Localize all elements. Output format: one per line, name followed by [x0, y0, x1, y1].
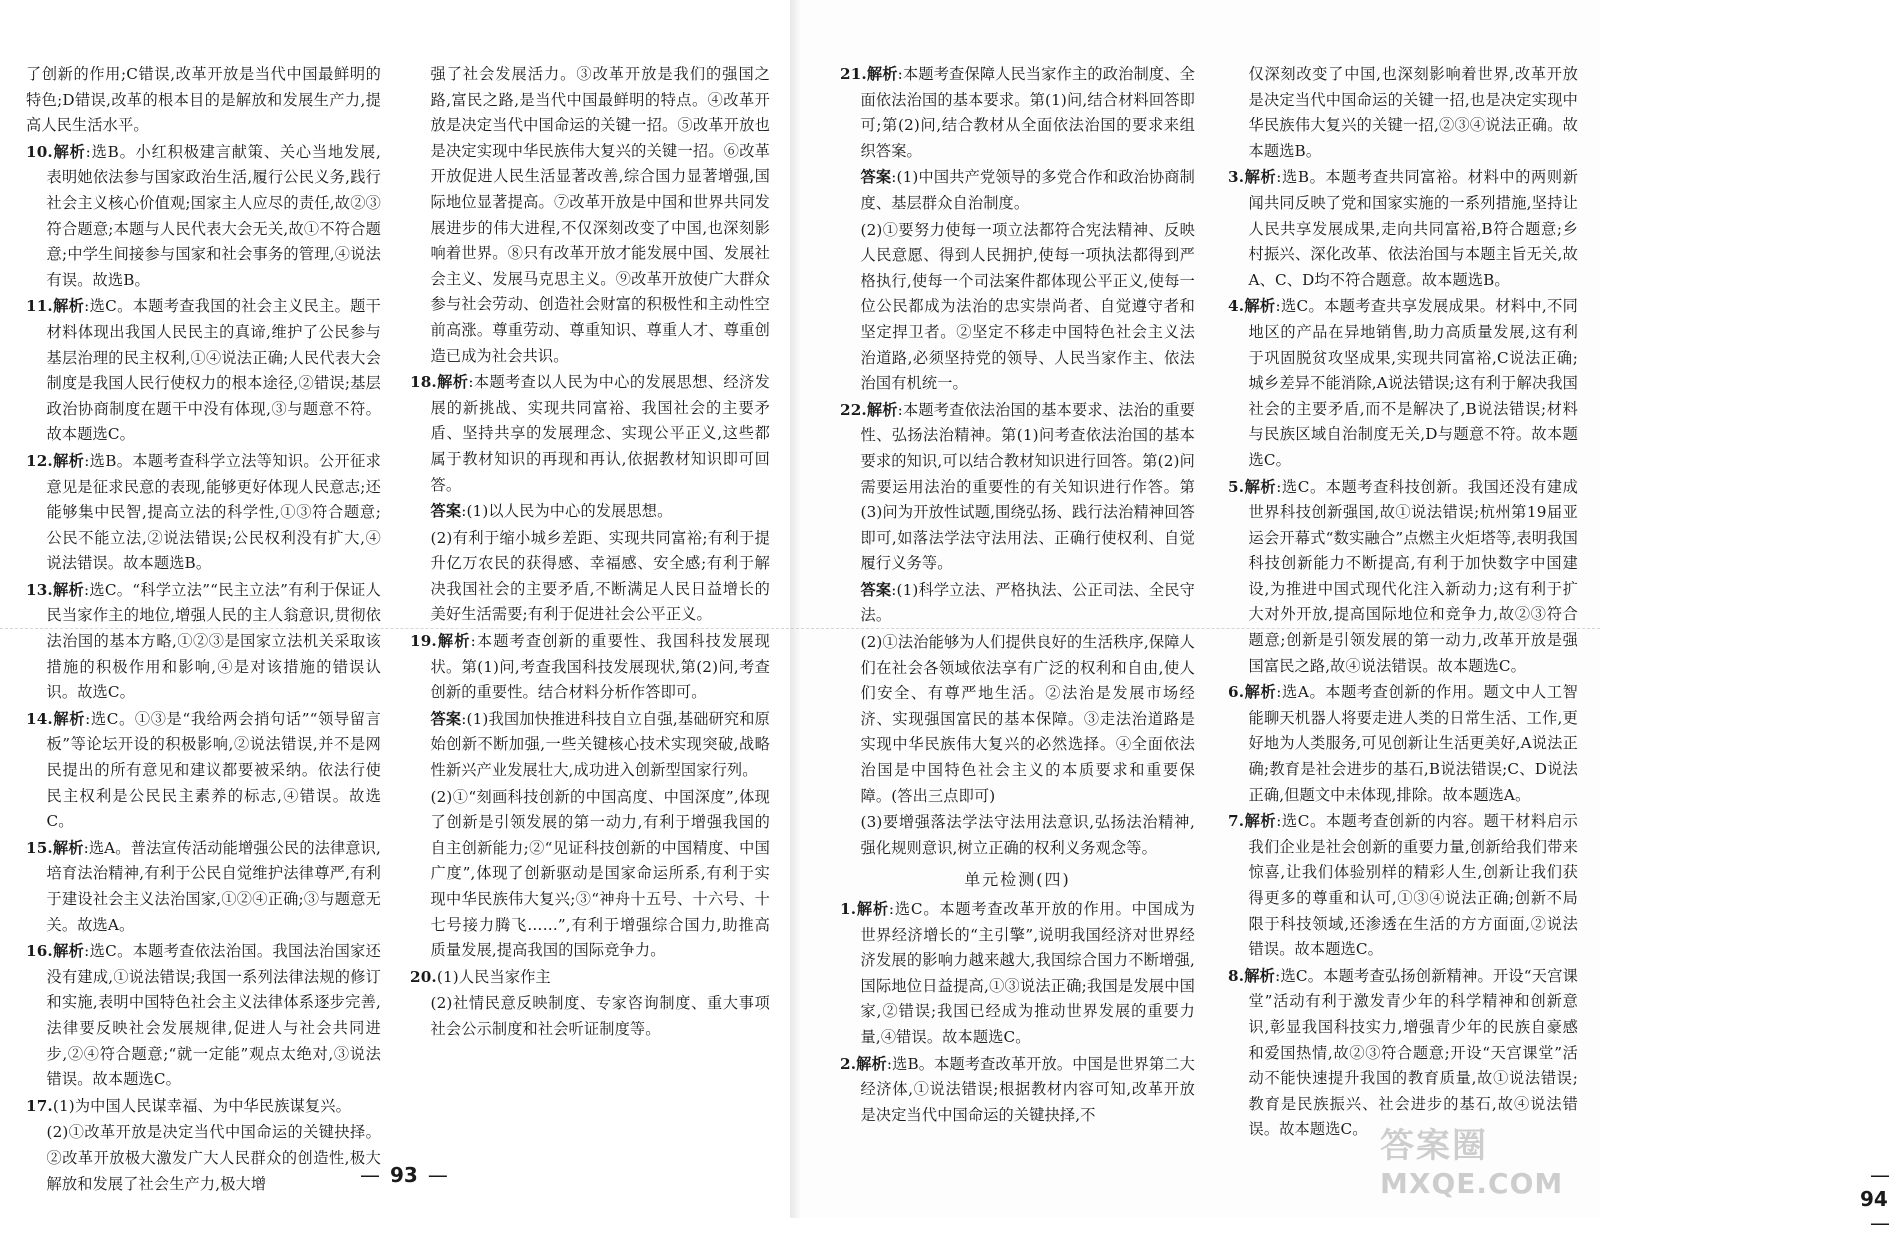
item-text: (1)人民当家作主 — [436, 967, 551, 986]
answer-item — [26, 449, 381, 577]
answer-item — [1228, 680, 1578, 808]
item-text: :选C。①③是“我给两会捎句话”“领导留言板”等论坛开设的积极影响,②说法错误,并不是网民提出的所有意见和建议都要被采纳。依法行使民主权利是公民民主素养的标志,④错误。故选C。 — [46, 709, 381, 831]
item-text: 仅深刻改变了中国,也深刻影响着世界,改革开放是决定当代中国命运的关键一招,也是决定实现中华民族伟大复兴的关键一招,②③④说法正确。故本题选B。 — [1248, 65, 1578, 160]
watermark-top: 答案圈 — [1380, 1126, 1488, 1166]
column-3-upper — [840, 62, 1195, 861]
answer-item — [1228, 809, 1578, 963]
item-lead-label: 解析 — [52, 942, 85, 961]
item-text: :选B。小红积极建言献策、关心当地发展,表明她依法参与国家政治生活,履行公民义务,践行社会主义核心价值观;国家主人应尽的责任,故②③符合题意;本题与人民代表大会无关,故①不符合题意;中学生间接参与国家和社会事务的管理,④说法有误。故选B。 — [46, 142, 381, 289]
item-lead-label: 解析 — [52, 838, 84, 857]
item-text: :选C。本题考查依法治国。我国法治国家还没有建成,①说法错误;我国一系列法律法规的修订和实施,表明中国特色社会主义法律体系逐步完善,法律要反映社会发展规律,促进人与社会共同进步,②④符合题意;“就一定能”观点太绝对,③说法错误。故本题选C。 — [46, 942, 381, 1089]
item-lead-label: 解析 — [866, 65, 898, 83]
item-text: (3)要增强落法学法守法用法意识,弘扬法治精神,强化规则意识,树立正确的权利义务观念等。 — [860, 813, 1195, 857]
item-text: (2)①改革开放是决定当代中国命运的关键抉择。②改革开放极大激发广大人民群众的创造性,极大解放和发展了社会生产力,极大增 — [46, 1123, 381, 1193]
item-lead-label: 解析 — [436, 632, 471, 651]
column-1 — [26, 62, 381, 1198]
answer-paragraph — [840, 578, 1195, 629]
answer-paragraph — [410, 62, 770, 369]
item-lead-label: 解析 — [1244, 683, 1277, 702]
column-4 — [1228, 62, 1578, 1144]
item-text: (1)为中国人民谋幸福、为中华民族谋复兴。 — [52, 1096, 351, 1115]
answer-item — [26, 707, 381, 835]
answer-item — [410, 965, 770, 991]
column-3-lower — [840, 897, 1195, 1128]
item-lead-label: 答案 — [430, 502, 462, 521]
item-text: (2)①法治能够为人们提供良好的生活秩序,保障人们在社会各领域依法享有广泛的权利和自由,使人们安全、有尊严地生活。②法治是发展市场经济、实现强国富民的基本保障。③走法治道路是实现中华民族伟大复兴的必然选择。④全面依法治国是中国特色社会主义的本质要求和重要保障。(答出三点即可) — [860, 633, 1195, 805]
item-number: 14. — [26, 709, 53, 728]
item-lead-label: 解析 — [52, 709, 86, 728]
column-3 — [840, 62, 1195, 1129]
item-number: 15. — [26, 838, 53, 857]
answer-paragraph — [410, 707, 770, 784]
answer-item — [26, 578, 381, 706]
item-text: :选C。本题考查弘扬创新精神。开设“天宫课堂”活动有利于激发青少年的科学精神和创新意识,彰显我国科技实力,增强青少年的民族自豪感和爱国热情,故②③符合题意;开设“天宫课堂”活动不能快速提升我国的教育质量,故①说法错误;教育是民族振兴、社会进步的基石,故④说法错误。故本题选C。 — [1248, 966, 1578, 1139]
item-text: (2)社情民意反映制度、专家咨询制度、重大事项社会公示制度和社会听证制度等。 — [430, 994, 770, 1038]
item-number: 10. — [26, 142, 53, 161]
answer-paragraph — [840, 165, 1195, 216]
item-number: 17. — [26, 1096, 53, 1115]
item-lead-label: 解析 — [52, 580, 84, 599]
item-number: 22. — [840, 400, 867, 419]
item-number: 6. — [1228, 683, 1245, 702]
page-left — [0, 0, 790, 1218]
watermark-logo — [1380, 1118, 1580, 1208]
item-lead-label: 答案 — [430, 709, 462, 728]
item-text: :选C。本题考查我国的社会主义民主。题干材料体现出我国人民民主的真谛,维护了公民参与基层治理的民主权利,①④说法正确;人民代表大会制度是我国人民行使权力的根本途径,②错误;基层政治协商制度在题干中没有体现,③与题意不符。故本题选C。 — [46, 297, 381, 444]
item-lead-label: 解析 — [52, 451, 85, 470]
item-number: 18. — [410, 373, 437, 392]
item-text: :选C。本题考查科技创新。我国还没有建成世界科技创新强国,故①说法错误;杭州第19届亚运会开幕式“数实融合”点燃主火炬塔等,表明我国科技创新能力不断提高,有利于加快数字中国建设,为推进中国式现代化注入新动力;这有利于扩大对外开放,提高国际地位和竞争力,故②③符合题意;创新是引领发展的第一动力,改革开放是强国富民之路,故④说法错误。故本题选C。 — [1248, 477, 1578, 675]
item-text: :选A。本题考查创新的作用。题文中人工智能聊天机器人将要走进人类的日常生活、工作,更好地为人类服务,可见创新让生活更美好,A说法正确;教育是社会进步的基石,B说法错误;C、D说法正确,但题文中未体现,排除。故本题选A。 — [1248, 683, 1578, 804]
answer-item — [26, 836, 381, 938]
dash: — — [1870, 1163, 1890, 1187]
page-number-left — [350, 1163, 458, 1187]
item-number: 12. — [26, 451, 53, 470]
answer-item — [1228, 165, 1578, 293]
item-lead-label: 解析 — [856, 1054, 887, 1073]
item-number: 8. — [1228, 966, 1245, 985]
item-lead-label: 解析 — [1244, 966, 1276, 985]
answer-item — [26, 294, 381, 448]
item-number: 11. — [26, 297, 53, 316]
item-lead-label: 答案 — [860, 580, 892, 599]
item-lead-label: 解析 — [1244, 477, 1277, 496]
section-heading: 单元检测(四) — [964, 870, 1071, 890]
item-number: 20. — [410, 967, 437, 986]
item-text: :(1)以人民为中心的发展思想。 — [461, 502, 673, 521]
item-number: 5. — [1228, 477, 1245, 496]
item-lead-label: 解析 — [866, 400, 898, 419]
answer-item — [26, 939, 381, 1093]
answer-paragraph — [410, 526, 770, 628]
item-lead-label: 解析 — [1244, 812, 1277, 831]
item-text: (2)有利于缩小城乡差距、实现共同富裕;有利于提升亿万农民的获得感、幸福感、安全感;有利于解决我国社会的主要矛盾,不断满足人民日益增长的美好生活需要;有利于促进社会公平正义。 — [430, 528, 770, 624]
answer-paragraph — [840, 218, 1195, 397]
page-number-right — [1860, 1163, 1900, 1235]
item-lead-label: 解析 — [436, 373, 469, 392]
page-number-value: 93 — [390, 1163, 418, 1187]
column-2 — [410, 62, 770, 1044]
item-number: 2. — [840, 1054, 857, 1073]
item-text: 了创新的作用;C错误,改革开放是当代中国最鲜明的特色;D错误,改革的根本目的是解放和发展生产力,提高人民生活水平。 — [26, 65, 381, 135]
answer-item — [26, 1094, 381, 1120]
answer-paragraph — [410, 991, 770, 1042]
watermark-bottom: MXQE.COM — [1380, 1167, 1564, 1200]
item-number: 16. — [26, 942, 53, 961]
item-text: :选C。本题考查共享发展成果。材料中,不同地区的产品在异地销售,助力高质量发展,这有利于巩固脱贫攻坚成果,实现共同富裕,C说法正确;城乡差异不能消除,A说法错误;这有利于解决我国社会的主要矛盾,而不是解决了,B说法错误;材料与民族区域自治制度无关,D与题意不符。故本题选C。 — [1248, 297, 1578, 469]
item-lead-label: 解析 — [52, 142, 86, 161]
answer-item — [840, 1052, 1195, 1129]
item-number: 3. — [1228, 168, 1245, 187]
item-number: 21. — [840, 65, 867, 83]
item-text: :选A。普法宣传活动能增强公民的法律意识,培育法治精神,有利于公民自觉维护法律尊严,有利于建设社会主义法治国家,①②④正确;③与题意无关。故选A。 — [46, 838, 381, 934]
item-number: 13. — [26, 580, 53, 599]
answer-paragraph — [840, 810, 1195, 861]
answer-item — [840, 398, 1195, 577]
answer-item — [410, 370, 770, 498]
item-text: :(1)我国加快推进科技自立自强,基础研究和原始创新不断加强,一些关键核心技术实现突破,战略性新兴产业发展壮大,成功进入创新型国家行列。 — [430, 709, 770, 780]
item-text: :选B。本题考查共同富裕。材料中的两则新闻共同反映了党和国家实施的一系列措施,坚持让人民共享发展成果,走向共同富裕,B符合题意;乡村振兴、深化改革、依法治国与本题主旨无关,故A、C、D均不符合题意。故本题选B。 — [1248, 168, 1578, 289]
answer-item — [1228, 964, 1578, 1143]
answer-item — [840, 62, 1195, 164]
item-text: :选C。本题考查创新的内容。题干材料启示我们企业是社会创新的重要力量,创新给我们带来惊喜,让我们体验别样的精彩人生,创新让我们获得更多的尊重和认可,①③④说法正确;创新不局限于科技领域,还渗透在生活的方方面面,②说法错误。故本题选C。 — [1248, 812, 1578, 959]
item-text: (2)①要努力使每一项立法都符合宪法精神、反映人民意愿、得到人民拥护,使每一项执法都得到严格执行,使每一个司法案件都体现公平正义,使每一位公民都成为法治的忠实崇尚者、自觉遵守者和坚定捍卫者。②坚定不移走中国特色社会主义法治道路,必须坚持党的领导、人民当家作主、依法治国有机统一。 — [860, 220, 1195, 393]
answer-paragraph — [26, 62, 381, 139]
item-lead-label: 答案 — [860, 168, 892, 187]
item-lead-label: 解析 — [1244, 168, 1277, 187]
item-text: 强了社会发展活力。③改革开放是我们的强国之路,富民之路,是当代中国最鲜明的特点。④改革开放是决定当代中国命运的关键一招。⑤改革开放也是决定实现中华民族伟大复兴的关键一招。⑥改革开放促进人民生活显著改善,综合国力显著增强,国际地位显著提高。⑦改革开放是中国和世界共同发展进步的伟大进程,不仅深刻改变了中国,也深刻影响着世界。⑧只有改革开放才能发展中国、发展社会主义、发展马克思主义。⑨改革开放使广大群众参与社会劳动、创造社会财富的积极性和主动性空前高涨。尊重劳动、尊重知识、尊重人才、尊重创造已成为社会共识。 — [430, 65, 770, 365]
item-number: 7. — [1228, 812, 1245, 831]
item-text: (2)①“刻画科技创新的中国高度、中国深度”,体现了创新是引领发展的第一动力,有利于增强我国的自主创新能力;②“见证科技创新的中国精度、中国广度”,体现了创新驱动是国家命运所系,有利于实现中华民族伟大复兴;③“神舟十五号、十六号、十七号接力腾飞……”,有利于增强综合国力,助推高质量发展,提高我国的国际竞争力。 — [430, 787, 770, 960]
item-text: :选B。本题考查科学立法等知识。公开征求意见是征求民意的表现,能够更好体现人民意志;还能够集中民智,提高立法的科学性,①③符合题意;公民不能立法,②说法错误;公民权利没有扩大,④说法错误。故本题选B。 — [46, 451, 381, 573]
item-lead-label: 解析 — [856, 900, 889, 918]
answer-paragraph — [410, 499, 770, 525]
item-text: :(1)中国共产党领导的多党合作和政治协商制度、基层群众自治制度。 — [860, 168, 1195, 212]
dash: — — [1870, 1211, 1890, 1235]
book-gutter — [790, 0, 800, 1218]
answer-paragraph — [1228, 62, 1578, 164]
item-text: :本题考查保障人民当家作主的政治制度、全面依法治国的基本要求。第(1)问,结合材料回答即可;第(2)问,结合教材从全面依法治国的要求来组织答案。 — [860, 65, 1195, 160]
item-number: 19. — [410, 632, 437, 651]
answer-item — [26, 140, 381, 294]
item-number: 1. — [840, 900, 857, 918]
answer-item — [410, 629, 770, 706]
item-text: :本题考查创新的重要性、我国科技发展现状。第(1)问,考查我国科技发展现状,第(2)问,考查创新的重要性。结合材料分析作答即可。 — [430, 632, 771, 702]
item-lead-label: 解析 — [52, 297, 85, 316]
item-text: :本题考查以人民为中心的发展思想、经济发展的新挑战、实现共同富裕、我国社会的主要矛盾、坚持共享的发展理念、实现公平正义,这些都属于教材知识的再现和再认,依据教材知识即可回答。 — [430, 373, 770, 494]
item-text: :本题考查依法治国的基本要求、法治的重要性、弘扬法治精神。第(1)问考查依法治国的基本要求的知识,可以结合教材知识进行回答。第(2)问需要运用法治的重要性的有关知识进行作答。第(3)问为开放性试题,围绕弘扬、践行法治精神回答即可,如落法学法守法用法、正确行使权利、自觉履行义务等。 — [860, 400, 1195, 573]
dash: — — [427, 1163, 448, 1187]
answer-item — [1228, 294, 1578, 473]
answer-item — [1228, 475, 1578, 680]
answer-item — [840, 897, 1195, 1051]
dash: — — [360, 1163, 380, 1187]
page-right — [800, 0, 1890, 1235]
item-text: :选C。本题考查改革开放的作用。中国成为世界经济增长的“主引擎”,说明我国经济对世界经济发展的影响力越来越大,我国综合国力不断增强,国际地位日益提高,①③说法正确;我国是发展中国家,②错误;我国已经成为推动世界发展的重要力量,④错误。故本题选C。 — [860, 900, 1195, 1046]
item-number: 4. — [1228, 297, 1245, 316]
answer-paragraph — [840, 630, 1195, 809]
item-text: :选C。“科学立法”“民主立法”有利于保证人民当家作主的地位,增强人民的主人翁意识,贯彻依法治国的基本方略,①②③是国家立法机关采取该措施的积极作用和影响,④是对该措施的错误认识。故选C。 — [46, 580, 381, 702]
item-lead-label: 解析 — [1244, 297, 1276, 316]
item-text: :选B。本题考查改革开放。中国是世界第二大经济体,①说法错误;根据教材内容可知,改革开放是决定当代中国命运的关键抉择,不 — [860, 1054, 1195, 1124]
page-number-value: 94 — [1860, 1187, 1888, 1211]
answer-paragraph — [26, 1120, 381, 1197]
scan-fold-line — [0, 628, 1600, 629]
answer-paragraph — [410, 785, 770, 964]
item-text: :(1)科学立法、严格执法、公正司法、全民守法。 — [860, 580, 1195, 625]
